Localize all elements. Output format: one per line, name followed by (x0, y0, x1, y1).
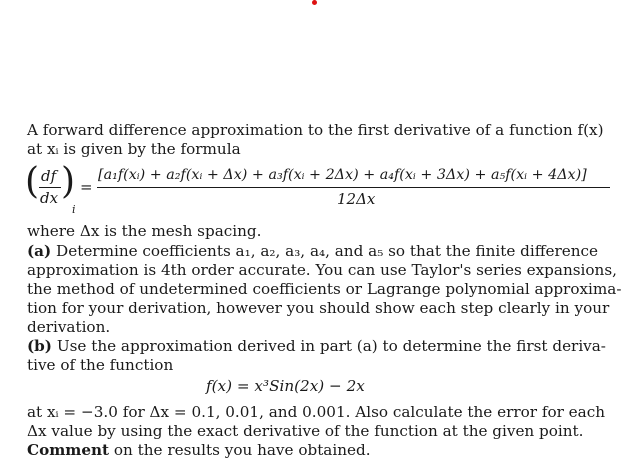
where-line: where Δx is the mesh spacing. (27, 222, 262, 240)
lhs-numerator: df (41, 167, 57, 185)
red-dot-marker (312, 0, 317, 5)
intro-line-1: A forward difference approximation to the first derivative of a function f(x) (27, 121, 604, 139)
part-b-line-1: (b) Use the approximation derived in part (a) to determine the first deriva- (27, 337, 606, 355)
part-a-line-3: the method of undetermined coefficients or Lagrange polynomial approxima- (27, 280, 622, 298)
part-a-line-5: derivation. (27, 318, 111, 336)
intro-line-2: at xᵢ is given by the formula (27, 140, 241, 158)
formula-numerator: [a₁f(xᵢ) + a₂f(xᵢ + Δx) + a₃f(xᵢ + 2Δx) + a₄f(xᵢ + 3Δx) + a₅f(xᵢ + 4Δx)] (98, 167, 587, 183)
formula-fraction-bar (97, 187, 610, 188)
part-a-line-2: approximation is 4th order accurate. You can use Taylor's series expansions, (27, 261, 617, 279)
after-line-1: at xᵢ = −3.0 for Δx = 0.1, 0.01, and 0.001. Also calculate the error for each (27, 403, 606, 421)
part-b-line-2: tive of the function (27, 356, 174, 374)
after-line-2: Δx value by using the exact derivative of the function at the given point. (27, 422, 584, 440)
part-a-line-4: tion for your derivation, however you should show each step clearly in your (27, 299, 610, 317)
part-a-line-1: (a) Determine coefficients a₁, a₂, a₃, a₄, and a₅ so that the finite difference (27, 242, 599, 260)
lhs-subscript: i (72, 203, 76, 216)
function-definition: f(x) = x³Sin(2x) − 2x (206, 377, 365, 395)
comment-label: Comment (27, 441, 110, 459)
lhs-denominator: dx (40, 189, 59, 207)
formula-denominator: 12Δx (337, 190, 376, 208)
comment-line: Comment on the results you have obtained. (27, 441, 371, 459)
part-b-label: (b) (27, 337, 52, 355)
lhs-fraction-bar (39, 187, 61, 188)
part-a-label: (a) (27, 242, 52, 260)
